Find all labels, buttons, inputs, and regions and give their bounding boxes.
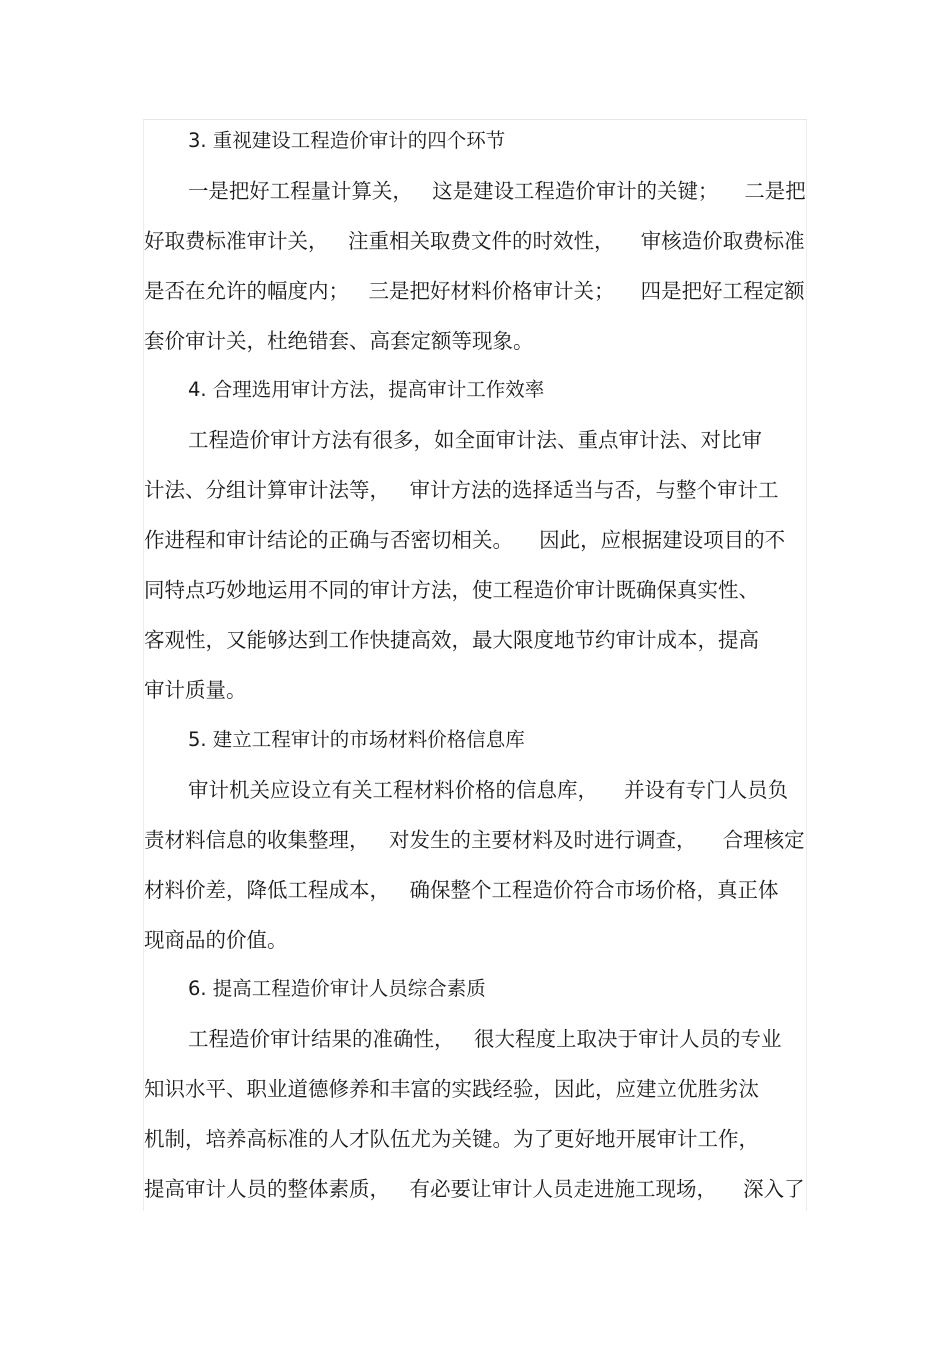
paragraph-line: 是否在允许的幅度内； 三是把好材料价格审计关； 四是把好工程定额 — [144, 279, 805, 303]
section-heading-6: 6. 提高工程造价审计人员综合素质 — [188, 977, 486, 1000]
paragraph-line: 责材料信息的收集整理， 对发生的主要材料及时进行调查， 合理核定 — [144, 828, 805, 852]
section-heading-3: 3. 重视建设工程造价审计的四个环节 — [188, 129, 506, 152]
paragraph-line: 审计机关应设立有关工程材料价格的信息库， 并设有专门人员负 — [188, 778, 789, 802]
paragraph-line: 材料价差，降低工程成本， 确保整个工程造价符合市场价格，真正体 — [144, 878, 779, 902]
paragraph-line: 机制，培养高标准的人才队伍尤为关键。为了更好地开展审计工作， — [144, 1127, 759, 1151]
section-heading-5: 5. 建立工程审计的市场材料价格信息库 — [188, 728, 525, 751]
paragraph-line: 计法、分组计算审计法等， 审计方法的选择适当与否，与整个审计工 — [144, 478, 779, 502]
section-heading-4: 4. 合理选用审计方法，提高审计工作效率 — [188, 378, 545, 401]
paragraph-line: 一是把好工程量计算关， 这是建设工程造价审计的关键； 二是把 — [188, 179, 806, 203]
paragraph-line: 知识水平、职业道德修养和丰富的实践经验，因此，应建立优胜劣汰 — [144, 1077, 759, 1101]
paragraph-line: 好取费标准审计关， 注重相关取费文件的时效性， 审核造价取费标准 — [144, 229, 805, 253]
paragraph-line: 工程造价审计结果的准确性， 很大程度上取决于审计人员的专业 — [188, 1027, 782, 1051]
paragraph-line: 客观性，又能够达到工作快捷高效，最大限度地节约审计成本，提高 — [144, 628, 759, 652]
paragraph-line: 审计质量。 — [144, 678, 247, 702]
paragraph-line: 提高审计人员的整体素质， 有必要让审计人员走进施工现场， 深入了 — [144, 1177, 805, 1201]
paragraph-line: 同特点巧妙地运用不同的审计方法，使工程造价审计既确保真实性、 — [144, 578, 759, 602]
paragraph-line: 套价审计关，杜绝错套、高套定额等现象。 — [144, 329, 534, 353]
paragraph-line: 作进程和审计结论的正确与否密切相关。 因此，应根据建设项目的不 — [144, 528, 786, 552]
paragraph-line: 工程造价审计方法有很多，如全面审计法、重点审计法、对比审 — [188, 428, 762, 452]
paragraph-line: 现商品的价值。 — [144, 928, 288, 952]
